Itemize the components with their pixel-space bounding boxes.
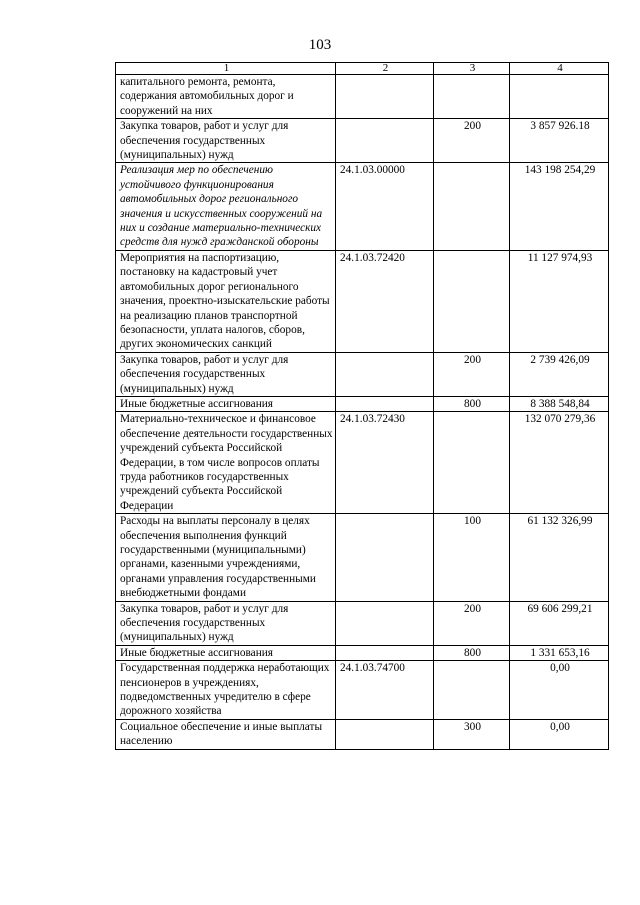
code-cell: 24.1.03.00000 bbox=[336, 163, 434, 250]
code-cell: 24.1.03.72420 bbox=[336, 250, 434, 352]
code-cell bbox=[336, 75, 434, 119]
expense-type-cell: 800 bbox=[434, 396, 510, 411]
table-row bbox=[116, 645, 609, 660]
amount-cell: 143 198 254,29 bbox=[510, 163, 609, 250]
table-row bbox=[116, 119, 609, 163]
budget-table bbox=[115, 62, 609, 750]
name-cell: Расходы на выплаты персоналу в целях обеспечения выполнения функций государственными (муниципальными) органами, казенными учреждениями, органами управления государственными внебюджетными фондами bbox=[116, 514, 336, 601]
amount-cell: 69 606 299,21 bbox=[510, 601, 609, 645]
table-row bbox=[116, 352, 609, 396]
name-cell: Мероприятия на паспортизацию, постановку на кадастровый учет автомобильных дорог регионального значения, проектно-изыскательские работы на реализацию планов транспортной безопасности, уплата налогов, сборов, других экономических санкций bbox=[116, 250, 336, 352]
name-cell: капитального ремонта, ремонта, содержания автомобильных дорог и сооружений на них bbox=[116, 75, 336, 119]
table-row bbox=[116, 75, 609, 119]
amount-cell: 61 132 326,99 bbox=[510, 514, 609, 601]
table-row bbox=[116, 396, 609, 411]
amount-cell: 132 070 279,36 bbox=[510, 412, 609, 514]
expense-type-cell bbox=[434, 163, 510, 250]
expense-type-cell: 200 bbox=[434, 352, 510, 396]
name-cell: Социальное обеспечение и иные выплаты населению bbox=[116, 719, 336, 749]
page-number: 103 bbox=[308, 37, 332, 53]
table-row bbox=[116, 601, 609, 645]
table-row bbox=[116, 163, 609, 250]
name-cell: Закупка товаров, работ и услуг для обеспечения государственных (муниципальных) нужд bbox=[116, 352, 336, 396]
name-cell: Материально-техническое и финансовое обеспечение деятельности государственных учреждений субъекта Российской Федерации, в том числе вопросов оплаты труда работников государственных учреждений субъекта Российской Федерации bbox=[116, 412, 336, 514]
code-cell bbox=[336, 514, 434, 601]
expense-type-cell: 200 bbox=[434, 601, 510, 645]
name-cell: Государственная поддержка неработающих пенсионеров в учреждениях, подведомственных учредителю в сфере дорожного хозяйства bbox=[116, 661, 336, 720]
column-header: 2 bbox=[336, 63, 434, 75]
name-cell: Закупка товаров, работ и услуг для обеспечения государственных (муниципальных) нужд bbox=[116, 119, 336, 163]
expense-type-cell: 100 bbox=[434, 514, 510, 601]
code-cell bbox=[336, 119, 434, 163]
amount-cell: 0,00 bbox=[510, 719, 609, 749]
code-cell bbox=[336, 396, 434, 411]
name-cell: Иные бюджетные ассигнования bbox=[116, 396, 336, 411]
amount-cell bbox=[510, 75, 609, 119]
table-row bbox=[116, 661, 609, 720]
amount-cell: 2 739 426,09 bbox=[510, 352, 609, 396]
expense-type-cell: 300 bbox=[434, 719, 510, 749]
table-row bbox=[116, 412, 609, 514]
code-cell: 24.1.03.74700 bbox=[336, 661, 434, 720]
code-cell bbox=[336, 601, 434, 645]
column-header: 1 bbox=[116, 63, 336, 75]
expense-type-cell: 800 bbox=[434, 645, 510, 660]
expense-type-cell bbox=[434, 75, 510, 119]
name-cell: Иные бюджетные ассигнования bbox=[116, 645, 336, 660]
column-header: 3 bbox=[434, 63, 510, 75]
expense-type-cell bbox=[434, 412, 510, 514]
amount-cell: 11 127 974,93 bbox=[510, 250, 609, 352]
table-row bbox=[116, 719, 609, 749]
amount-cell: 1 331 653,16 bbox=[510, 645, 609, 660]
column-header: 4 bbox=[510, 63, 609, 75]
expense-type-cell bbox=[434, 250, 510, 352]
name-cell: Реализация мер по обеспечению устойчивого функционирования автомобильных дорог регионального значения и искусственных сооружений на них и создание материально-технических средств для нужд гражданской обороны bbox=[116, 163, 336, 250]
header-row bbox=[116, 63, 609, 75]
amount-cell: 3 857 926.18 bbox=[510, 119, 609, 163]
code-cell bbox=[336, 645, 434, 660]
amount-cell: 8 388 548,84 bbox=[510, 396, 609, 411]
code-cell: 24.1.03.72430 bbox=[336, 412, 434, 514]
table-row bbox=[116, 250, 609, 352]
expense-type-cell: 200 bbox=[434, 119, 510, 163]
code-cell bbox=[336, 352, 434, 396]
amount-cell: 0,00 bbox=[510, 661, 609, 720]
expense-type-cell bbox=[434, 661, 510, 720]
code-cell bbox=[336, 719, 434, 749]
table-row bbox=[116, 514, 609, 601]
name-cell: Закупка товаров, работ и услуг для обеспечения государственных (муниципальных) нужд bbox=[116, 601, 336, 645]
